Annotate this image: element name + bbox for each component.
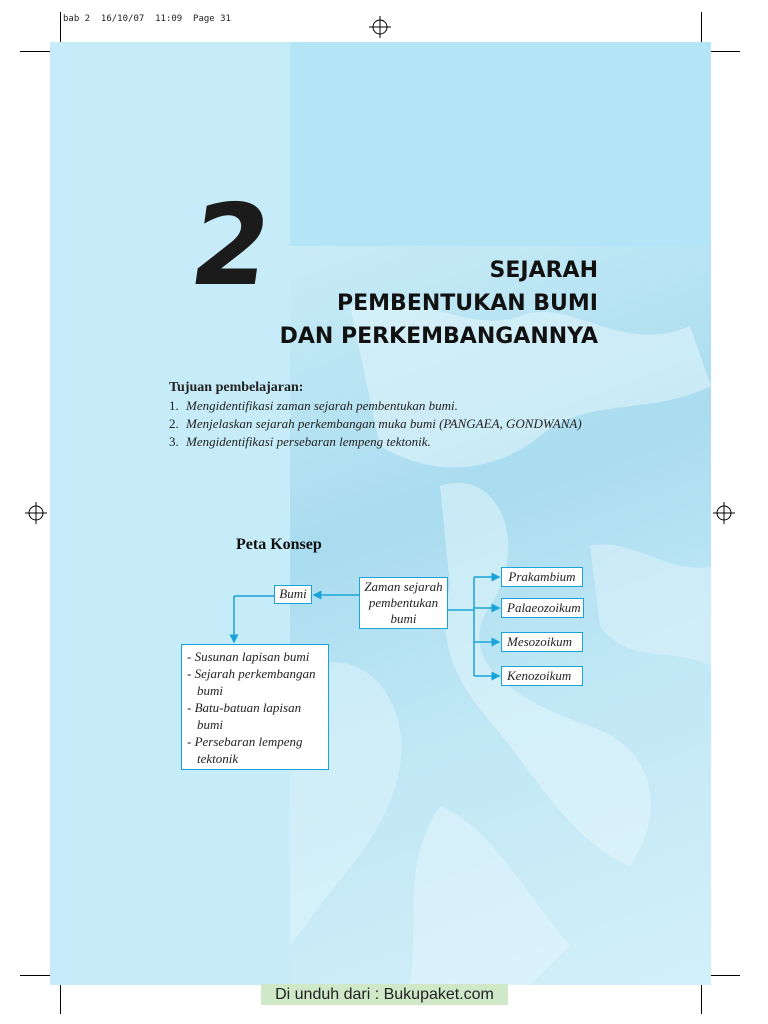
concept-box-topics (181, 644, 329, 770)
learning-goal-text: Mengidentifikasi persebaran lempeng tektonik. (186, 434, 431, 449)
concept-box-prakambium: Prakambium (501, 567, 583, 587)
learning-goal-number: 1. (169, 398, 179, 413)
print-slug: bab 2 16/10/07 11:09 Page 31 (63, 14, 231, 24)
concept-box-zaman-line: Zaman sejarah (364, 579, 443, 594)
topic-item: - Batu-batuan lapisan bumi (187, 700, 302, 732)
concept-box-mesozoikum: Mesozoikum (501, 632, 583, 652)
concept-box-zaman-line: bumi (390, 611, 417, 626)
download-source-footer: Di unduh dari : Bukupaket.com (261, 984, 508, 1005)
topic-item: - Susunan lapisan bumi (187, 649, 310, 664)
chapter-title-line: SEJARAH (489, 258, 598, 283)
concept-map-title: Peta Konsep (236, 536, 322, 553)
chapter-number: 2 (182, 181, 280, 311)
concept-box-zaman-line: pembentukan (368, 595, 439, 610)
learning-goal-number: 3. (169, 434, 179, 449)
concept-box-zaman (359, 577, 448, 629)
chapter-title-line: DAN PERKEMBANGANNYA (279, 324, 598, 349)
topic-item: - Persebaran lempeng tektonik (187, 734, 303, 766)
concept-box-bumi: Bumi (274, 585, 312, 604)
concept-box-palaeozoikum: Palaeozoikum (501, 598, 584, 618)
chapter-title-line: PEMBENTUKAN BUMI (337, 291, 598, 316)
learning-goal-text: Menjelaskan sejarah perkembangan muka bumi (PANGAEA, GONDWANA) (186, 416, 582, 431)
learning-goal-text: Mengidentifikasi zaman sejarah pembentukan bumi. (186, 398, 458, 413)
concept-box-kenozoikum: Kenozoikum (501, 666, 583, 686)
learning-goals-heading: Tujuan pembelajaran: (169, 380, 304, 395)
topic-item: - Sejarah perkembangan bumi (187, 666, 316, 698)
learning-goal-number: 2. (169, 416, 179, 431)
